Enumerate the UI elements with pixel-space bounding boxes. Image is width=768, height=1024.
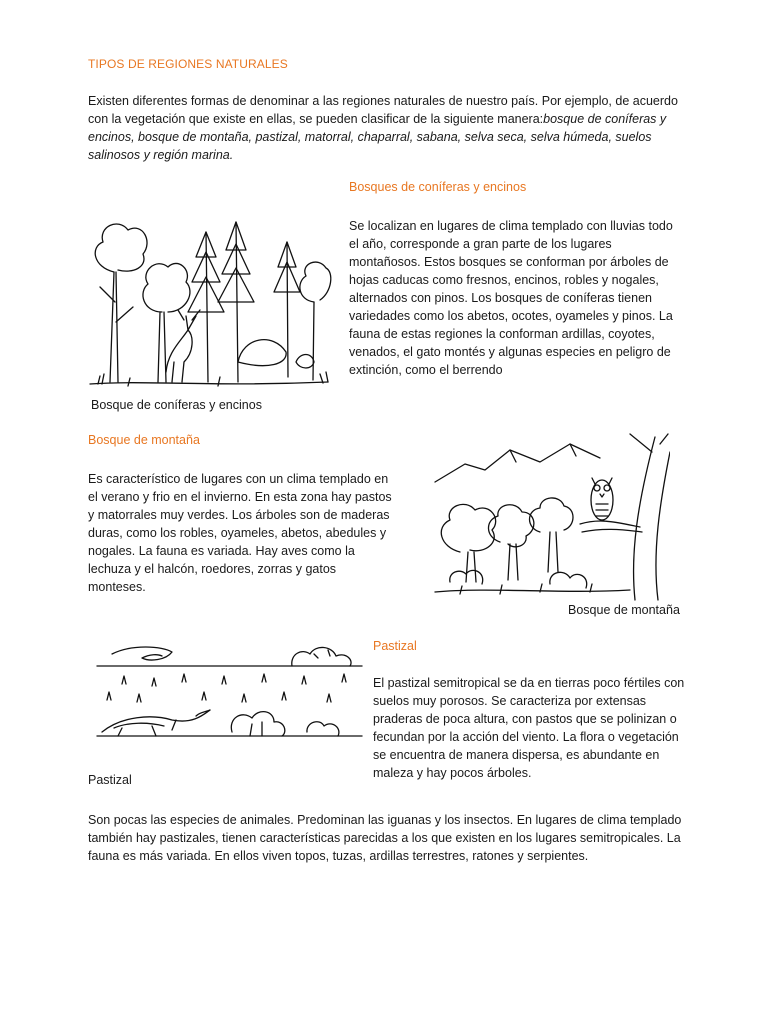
grassland-iguana-illustration bbox=[92, 636, 367, 740]
section-heading-bosques: Bosques de coníferas y encinos bbox=[349, 180, 527, 194]
caption-montana: Bosque de montaña bbox=[568, 603, 680, 617]
section-heading-montana: Bosque de montaña bbox=[88, 433, 200, 447]
page-title: TIPOS DE REGIONES NATURALES bbox=[88, 57, 288, 71]
caption-bosques: Bosque de coníferas y encinos bbox=[91, 398, 262, 412]
section-paragraph-montana: Es característico de lugares con un clima templado en el verano y frio en el invierno. En esta zona hay pastos y matorrales muy verdes. Los árboles son de maderas duras, como los robles, oyameles, abetos, abedules y nogales. La fauna es variada. Hay aves como la lechuza y el halcón, roedores, zorras y gatos monteses. bbox=[88, 472, 392, 594]
closing-paragraph: Son pocas las especies de animales. Predominan las iguanas y los insectos. En lugares de clima templado también hay pastizales, tienen características parecidas a los que existen en los lugares semitropicales. La fauna es más variada. En ellos viven topos, tuzas, ardillas terrestres, ratones y serpientes. bbox=[88, 813, 682, 863]
intro-paragraph bbox=[88, 92, 688, 164]
forest-illustration bbox=[88, 212, 333, 392]
section-paragraph-bosques: Se localizan en lugares de clima templado con lluvias todo el año, corresponde a gran parte de los lugares montañosos. Estos bosques se conforman por árboles de hojas caducas como fresnos, encinos, robles y nogales, alternados con pinos. Los bosques de coníferas tienen variedades como los abetos, ocotes, oyameles y pinos. La fauna de estas regiones la conforman ardillas, coyotes, venados, el gato montés y algunas especies en peligro de extinción, como el berrendo bbox=[349, 219, 673, 377]
section-paragraph-pastizal: El pastizal semitropical se da en tierras poco fértiles con suelos muy porosos. Se caracteriza por extensas praderas de poca altura, con pastos que se polinizan o fecundan por la acción del viento. La flora o vegetación se encuentra de manera dispersa, es abundante en maleza y hay pocos árboles. bbox=[373, 676, 685, 780]
caption-pastizal: Pastizal bbox=[88, 773, 132, 787]
intro-text: Existen diferentes formas de denominar a las regiones naturales de nuestro país. Por ejemplo, de acuerdo con la vegetación que existe en ellas, se pueden clasificar de la siguiente manera: bbox=[88, 94, 678, 126]
mountain-forest-owl-illustration bbox=[430, 432, 670, 602]
intro-italic-list: bosque de coníferas y encinos, bosque de montaña, pastizal, matorral, chaparral, sabana, selva seca, selva húmeda, suelos salinosos y región marina. bbox=[88, 112, 667, 162]
section-heading-pastizal: Pastizal bbox=[373, 639, 417, 653]
